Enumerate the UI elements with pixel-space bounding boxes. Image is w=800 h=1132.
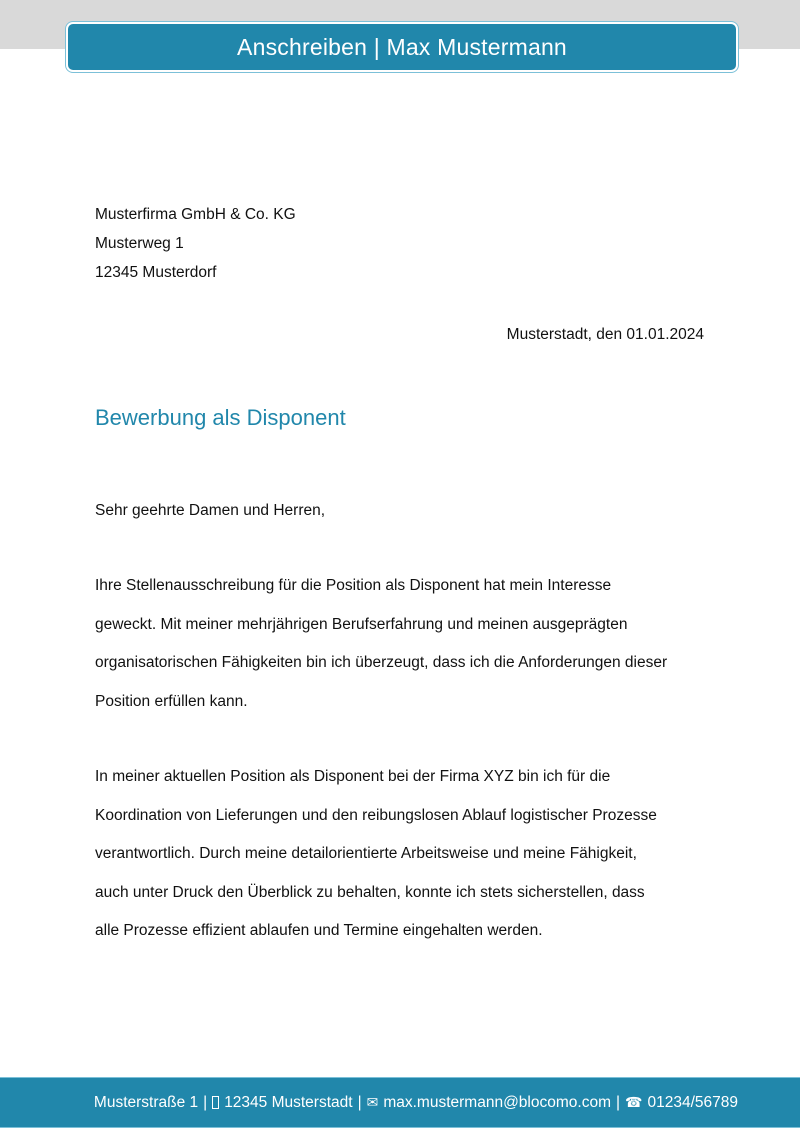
paragraph-line: verantwortlich. Durch meine detailorientierte Arbeitsweise und meine Fähigkeit, <box>95 845 637 862</box>
paragraph-line: In meiner aktuellen Position als Disponent bei der Firma XYZ bin ich für die <box>95 768 611 785</box>
paragraph-line: Position erfüllen kann. <box>95 692 248 710</box>
recipient-address <box>95 200 296 287</box>
paragraph-line: alle Prozesse effizient ablaufen und Termine eingehalten werden. <box>95 922 543 939</box>
body-paragraph-1 <box>95 567 667 721</box>
paragraph-line: organisatorischen Fähigkeiten bin ich überzeugt, dass ich die Anforderungen dieser <box>95 654 668 671</box>
envelope-icon: ✉ <box>366 1094 379 1110</box>
footer-email[interactable]: max.mustermann@blocomo.com <box>383 1093 611 1111</box>
footer-separator: | <box>616 1093 621 1111</box>
subject-heading: Bewerbung als Disponent <box>95 405 346 430</box>
date-line: Musterstadt, den 01.01.2024 <box>506 326 704 343</box>
phone-icon: ☎ <box>625 1094 643 1110</box>
header-banner <box>66 22 738 72</box>
footer-separator: | <box>203 1093 208 1111</box>
footer-city: 12345 Musterstadt <box>224 1093 353 1111</box>
footer-contact-bar <box>0 1077 800 1128</box>
footer-phone[interactable]: 01234/56789 <box>647 1093 738 1111</box>
recipient-company: Musterfirma GmbH & Co. KG <box>95 206 296 223</box>
body-paragraph-2 <box>95 758 657 951</box>
recipient-street: Musterweg 1 <box>95 235 184 252</box>
footer-street: Musterstraße 1 <box>93 1093 199 1111</box>
header-title: Anschreiben | Max Mustermann <box>237 33 567 60</box>
paragraph-line: Ihre Stellenausschreibung für die Position als Disponent hat mein Interesse <box>95 577 612 594</box>
footer-separator: | <box>357 1093 362 1111</box>
paragraph-line: geweckt. Mit meiner mehrjährigen Berufserfahrung und meinen ausgeprägten <box>95 615 628 633</box>
paragraph-line: auch unter Druck den Überblick zu behalten, konnte ich stets sicherstellen, dass <box>95 883 645 901</box>
paragraph-line: Koordination von Lieferungen und den reibungslosen Ablauf logistischer Prozesse <box>95 806 657 824</box>
recipient-city: 12345 Musterdorf <box>95 264 217 281</box>
location-icon <box>212 1096 219 1109</box>
salutation: Sehr geehrte Damen und Herren, <box>95 502 326 519</box>
